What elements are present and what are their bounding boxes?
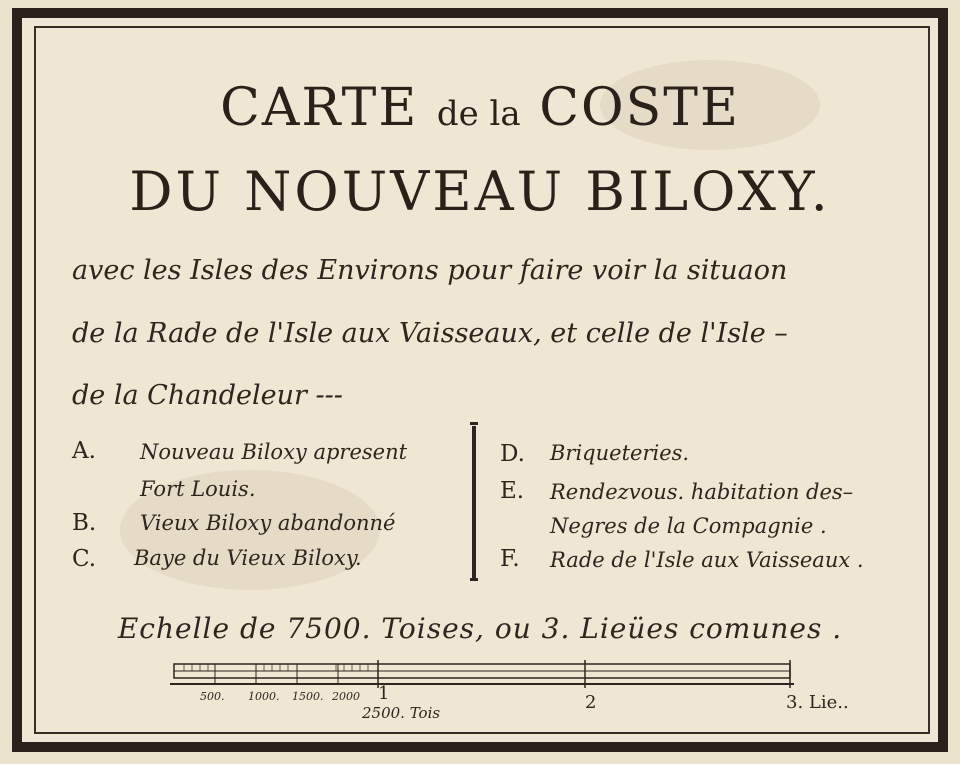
title-line-2: DU NOUVEAU BILOXY.: [129, 160, 831, 223]
legend-text-a-continuation: Fort Louis.: [140, 477, 256, 501]
scale-league-1: 1: [378, 683, 390, 704]
subtitle-line-2: de la Rade de l'Isle aux Vaisseaux, et celle de l'Isle –: [72, 318, 788, 349]
legend-text-f: Rade de l'Isle aux Vaisseaux .: [550, 548, 864, 572]
scale-caption: Echelle de 7500. Toises, ou 3. Lieües comunes .: [117, 612, 843, 645]
scale-league-3: 3. Lie..: [786, 692, 849, 713]
scale-tick-1500: 1500.: [292, 690, 324, 703]
scale-toise-total: 2500. Tois: [362, 704, 441, 722]
title-word-carte: CARTE: [220, 78, 419, 138]
scale-hatching: [184, 664, 368, 671]
scale-league-2: 2: [585, 692, 597, 713]
legend-text-e-continuation: Negres de la Compagnie .: [550, 514, 827, 538]
scale-toise-divisions: [215, 664, 338, 684]
legend-text-d: Briqueteries.: [550, 441, 690, 465]
title-word-coste: COSTE: [539, 78, 740, 138]
legend-letter-d: D.: [500, 441, 525, 467]
legend-letter-c: C.: [72, 546, 97, 572]
legend-text-b: Vieux Biloxy abandonné: [140, 511, 396, 535]
scale-tick-2000: 2000: [332, 690, 360, 703]
scale-tick-1000: 1000.: [248, 690, 280, 703]
title-word-de-la: de la: [436, 94, 521, 134]
legend-letter-a: A.: [72, 438, 96, 464]
legend-text-c: Baye du Vieux Biloxy.: [134, 546, 362, 570]
scale-tick-500: 500.: [200, 690, 225, 703]
legend-letter-f: F.: [500, 546, 520, 572]
legend-text-e: Rendezvous. habitation des–: [550, 480, 854, 504]
legend-letter-e: E.: [500, 478, 525, 504]
legend-text-a: Nouveau Biloxy apresent: [140, 440, 408, 464]
subtitle-line-3: de la Chandeleur ---: [72, 380, 343, 411]
subtitle-line-1: avec les Isles des Environs pour faire voir la situaon: [72, 255, 788, 286]
legend-letter-b: B.: [72, 510, 97, 536]
